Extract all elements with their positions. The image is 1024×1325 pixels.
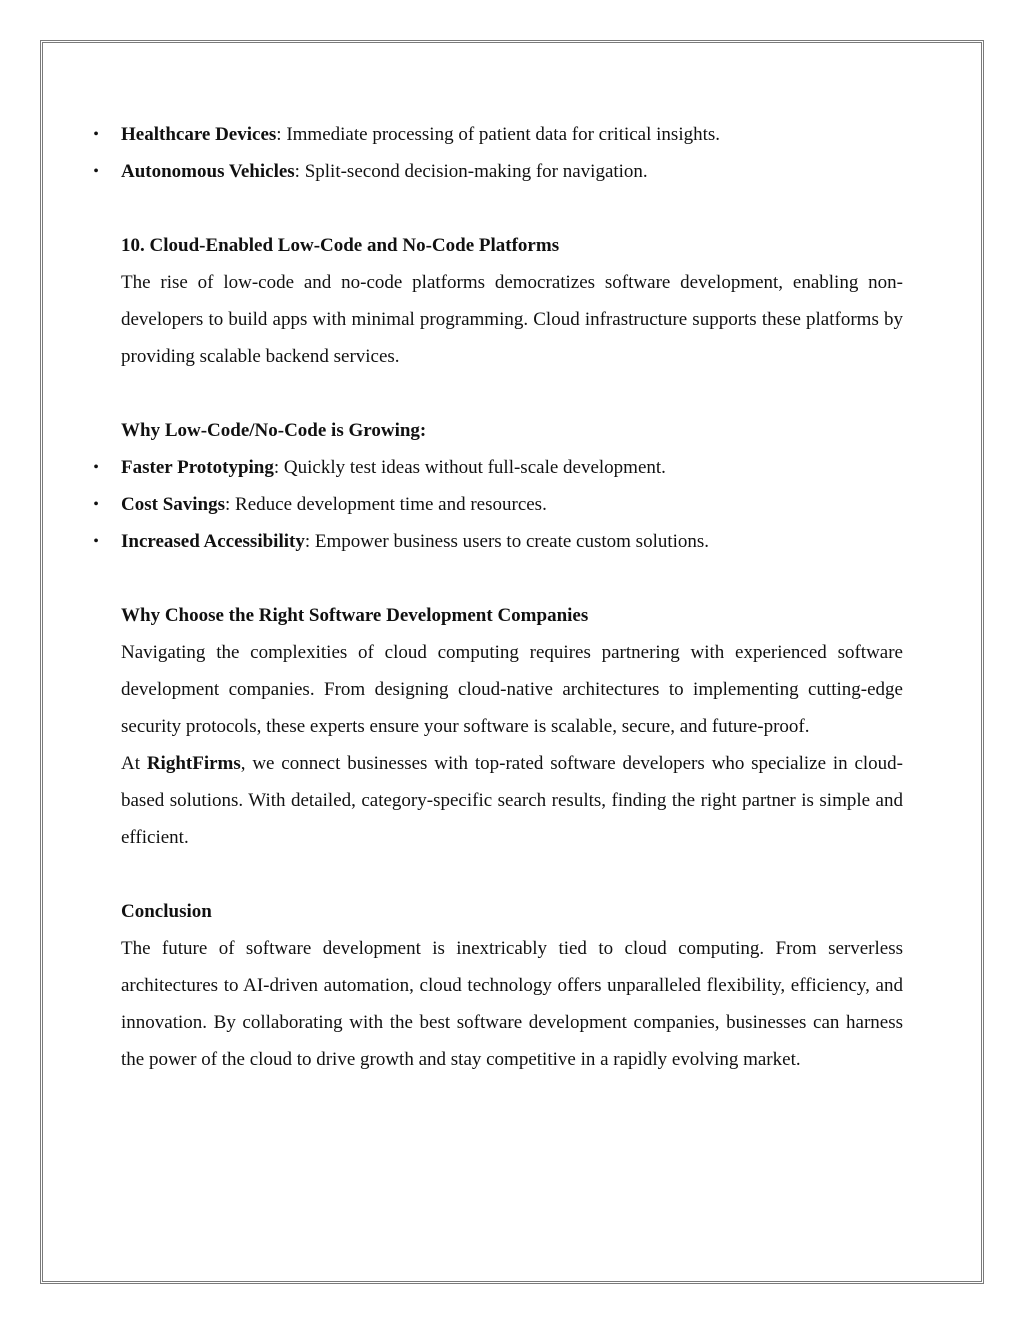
section-10-heading: 10. Cloud-Enabled Low-Code and No-Code Platforms xyxy=(121,235,560,256)
bullet-description: : Reduce development time and resources. xyxy=(225,494,547,515)
list-item xyxy=(93,153,903,190)
bullet-description: : Split-second decision-making for navigation. xyxy=(294,161,648,182)
list-item xyxy=(93,486,903,523)
brand-name: RightFirms xyxy=(146,753,241,774)
bullet-term: Healthcare Devices xyxy=(121,124,277,145)
paragraph-prefix: At xyxy=(121,753,147,774)
bullet-icon: • xyxy=(93,533,99,550)
bullet-icon: • xyxy=(93,126,99,143)
bullet-term: Increased Accessibility xyxy=(121,531,305,552)
bullet-description: : Quickly test ideas without full-scale development. xyxy=(273,457,666,478)
bullet-icon: • xyxy=(93,459,99,476)
rightfirms-paragraph xyxy=(121,745,903,856)
paragraph-text: , we connect businesses with top-rated software developers who specialize in cloud-based solutions. With detailed, category-specific search results, finding the right partner is simple and efficient. xyxy=(121,753,903,848)
document-body xyxy=(93,116,903,1078)
bullet-term: Faster Prototyping xyxy=(121,457,274,478)
why-choose-paragraph: Navigating the complexities of cloud computing requires partnering with experienced software development companies. From designing cloud-native architectures to implementing cutting-edge security protocols, these experts ensure your software is scalable, secure, and future-proof. xyxy=(121,642,903,737)
bullet-description: : Empower business users to create custom solutions. xyxy=(304,531,710,552)
top-bullet-list xyxy=(93,116,903,190)
list-item xyxy=(93,449,903,486)
bullet-term: Cost Savings xyxy=(121,494,225,515)
spacer xyxy=(121,190,903,227)
conclusion-paragraph: The future of software development is inextricably tied to cloud computing. From serverless architectures to AI-driven automation, cloud technology offers unparalleled flexibility, efficiency, and innovation. By collaborating with the best software development companies, businesses can harness the power of the cloud to drive growth and stay competitive in a rapidly evolving market. xyxy=(121,938,903,1070)
list-item xyxy=(93,116,903,153)
bullet-term: Autonomous Vehicles xyxy=(121,161,295,182)
spacer xyxy=(121,375,903,412)
bullet-description: : Immediate processing of patient data for critical insights. xyxy=(276,124,721,145)
conclusion-heading: Conclusion xyxy=(121,901,212,922)
why-growing-bullet-list xyxy=(93,449,903,560)
spacer xyxy=(121,856,903,893)
section-10-paragraph: The rise of low-code and no-code platforms democratizes software development, enabling non-developers to build apps with minimal programming. Cloud infrastructure supports these platforms by providing scalable backend services. xyxy=(121,272,903,367)
why-growing-heading: Why Low-Code/No-Code is Growing: xyxy=(121,420,427,441)
spacer xyxy=(121,560,903,597)
list-item xyxy=(93,523,903,560)
why-choose-heading: Why Choose the Right Software Development Companies xyxy=(121,605,589,626)
bullet-icon: • xyxy=(93,496,99,513)
bullet-icon: • xyxy=(93,163,99,180)
